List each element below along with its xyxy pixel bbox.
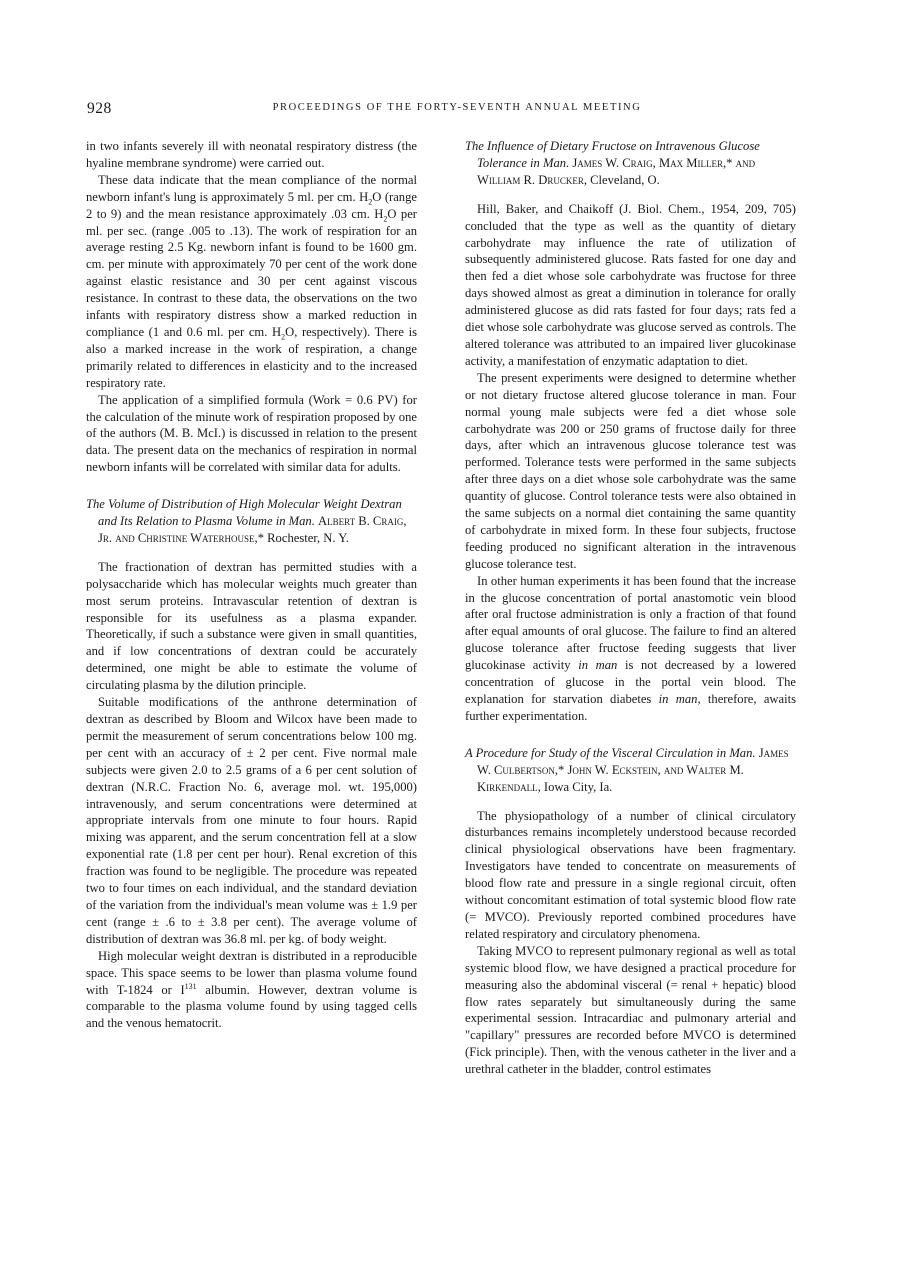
right-column: [465, 138, 796, 1078]
body-paragraph: The fractionation of dextran has permitted studies with a polysaccharide which has molecular weights much greater than most serum proteins. Intravascular retention of dextran is responsible for its usefulness as a plasma expander. Theoretically, if such a substance were given in small quantities, and if low concentrations of dextran could be accurately determined, one might be able to estimate the volume of circulating plasma by the dilution principle.: [86, 559, 417, 693]
body-paragraph: Suitable modifications of the anthrone determination of dextran as described by Bloom and Wilcox have been made to permit the measurement of serum concentrations below 100 mg. per cent with an accuracy of ± 2 per cent. Five normal male subjects were given 2.0 to 2.5 grams of a 6 per cent solution of dextran (N.R.C. Fraction No. 6, average mol. wt. 195,000) intravenously, and serum concentrations were determined at appropriate intervals from one minute to four hours. Rapid mixing was apparent, and the serum concentration fell at a slow exponential rate (1.8 per cent per hour). Renal excretion of this fraction was found to be negligible. The procedure was repeated two to four times on each individual, and the standard deviation of the variation from the individual's mean volume was ± 1.9 per cent (range ± .6 to ± 3.8 per cent). The average volume of distribution of dextran was 36.8 ml. per kg. of body weight.: [86, 695, 417, 946]
body-paragraph: The application of a simplified formula (Work = 0.6 PV) for the calculation of the minute work of respiration proposed by one of the authors (M. B. McI.) is discussed in relation to the present data. The present data on the mechanics of respiration in normal newborn infants will be correlated with similar data for adults.: [86, 392, 417, 475]
running-head: PROCEEDINGS OF THE FORTY-SEVENTH ANNUAL MEETING: [272, 102, 642, 113]
page-header: [87, 100, 827, 124]
abstract-authors: James W. Culbertson,* John W. Eckstein, and Walter M. Kirkendall,: [477, 745, 789, 794]
abstract-location: Rochester, N. Y.: [267, 530, 349, 545]
body-paragraph: These data indicate that the mean compliance of the normal newborn infant's lung is approximately 5 ml. per cm. $H_2O$ (range 2 to 9) and the mean resistance approximately .03 cm. $H_2O$ per ml. per sec. (range .005 to .13). The work of respiration for an average resting 2.5 Kg. newborn infant is found to be 1600 gm. cm. per minute with approximately 70 per cent of the work done against elastic resistance and 30 per cent against viscous resistance. In contrast to these data, the observations on the two infants with respiratory distress show a marked reduction in compliance (1 and 0.6 ml. per cm. $H_2O$, respectively). There is also a marked increase in the work of respiration, a change primarily related to differences in elasticity and to the increased respiratory rate.: [86, 172, 418, 390]
page-number: 928: [87, 100, 112, 117]
body-paragraph: The present experiments were designed to determine whether or not dietary fructose altered glucose tolerance in man. Four normal young male subjects were fed a diet whose sole carbohydrate was 200 or 250 grams of fructose daily for three days, after which an intravenous glucose tolerance test was performed. Tolerance tests were performed in the same subjects after three days on a diet whose sole carbohydrate was the same quantity of glucose. Control tolerance tests were also obtained in the same subjects on a normal diet containing the same quantity of carbohydrate in mixed form. In these four subjects, fructose feeding produced no significant alteration in the intravenous glucose tolerance test.: [465, 370, 796, 571]
body-paragraph: High molecular weight dextran is distributed in a reproducible space. This space seems to be lower than plasma volume found with T-1824 or $I^{131}$ albumin. However, dextran volume is comparable to the plasma volume found by using tagged cells and the venous hematocrit.: [86, 948, 417, 1031]
abstract-location: Cleveland, O.: [590, 172, 660, 187]
body-paragraph: In other human experiments it has been found that the increase in the glucose concentration of portal anastomotic vein blood after oral fructose administration is only a fraction of that found after equal amounts of oral glucose. The failure to find an altered glucose tolerance after fructose feeding suggests that liver glucokinase activity in man is not decreased by a lowered concentration of glucose in the portal vein blood. The explanation for starvation diabetes in man, therefore, awaits further experimentation.: [465, 573, 797, 723]
abstract-title: The Influence of Dietary Fructose on Intravenous Glucose Tolerance in Man.: [465, 139, 760, 170]
abstract-heading-dextran: [86, 496, 417, 547]
abstract-heading-fructose: [465, 138, 796, 189]
abstract-title: A Procedure for Study of the Visceral Circulation in Man.: [465, 745, 756, 760]
body-paragraph: Hill, Baker, and Chaikoff (J. Biol. Chem., 1954, 209, 705) concluded that the type as well as the quantity of dietary carbohydrate may influence the rate of utilization of subsequently administered glucose. Rats fasted for one day and then fed a diet whose sole carbohydrate was fructose for three days showed almost as great a diminution in tolerance for orally administered glucose as did rats fasted for four days; rats fed a diet whose sole carbohydrate was glucose served as controls. The altered tolerance was attributed to an impaired liver glucokinase activity, a manifestation of enzymatic adaptation to diet.: [465, 201, 796, 368]
body-paragraph: The physiopathology of a number of clinical circulatory disturbances remains incompletely understood because recorded clinical physiological observations have been fragmentary. Investigators have tended to concentrate on measurements of blood flow rate and pressure in a single regional circuit, often without concomitant estimation of total systemic blood flow rate (= MVCO). Previously reported combined procedures have related respiratory and circulatory phenomena.: [465, 808, 796, 941]
body-paragraph: Taking MVCO to represent pulmonary regional as well as total systemic blood flow, we have designed a practical procedure for measuring also the abdominal visceral (= renal + hepatic) blood flow rates separately but simultaneously during the same experimental session. Intracardiac and pulmonary arterial and "capillary" pressures are recorded before MVCO is determined (Fick principle). Then, with the venous catheter in the liver and a urethral catheter in the bladder, control estimates: [465, 943, 796, 1077]
left-column: [86, 138, 417, 1032]
abstract-authors: Albert B. Craig, Jr. and Christine Waterhouse,*: [98, 514, 407, 545]
abstract-authors: James W. Craig, Max Miller,* and William R. Drucker,: [477, 155, 756, 187]
abstract-title: The Volume of Distribution of High Molecular Weight Dextran and Its Relation to Plasma Volume in Man.: [86, 497, 402, 529]
abstract-location: Iowa City, Ia.: [543, 779, 613, 794]
continued-paragraph: in two infants severely ill with neonatal respiratory distress (the hyaline membrane syndrome) were carried out.: [86, 139, 417, 170]
abstract-heading-visceral-circulation: [465, 745, 796, 796]
